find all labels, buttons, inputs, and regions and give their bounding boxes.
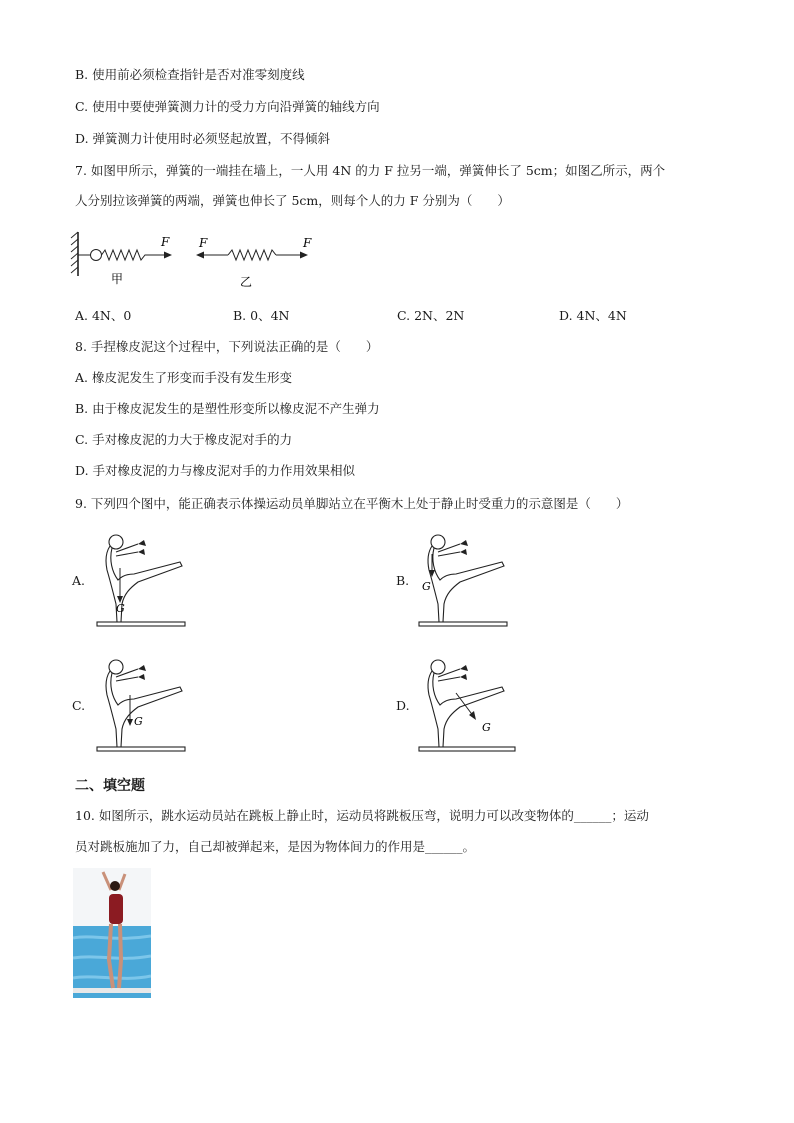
force-label-yi-left: F: [199, 236, 208, 250]
gravity-label-d: G: [482, 721, 491, 734]
force-label-jia: F: [161, 235, 170, 249]
diver-photo: [73, 868, 151, 998]
q10-stem-line1: 10. 如图所示，跳水运动员站在跳板上静止时，运动员将跳板压弯，说明力可以改变物体的______；运动: [75, 808, 649, 823]
gymnast-figure-b: [416, 530, 512, 632]
gymnast-figure-a: [94, 530, 190, 632]
q9-option-b-letter: B.: [396, 573, 410, 588]
q9-option-c-letter: C.: [72, 698, 86, 713]
section-fill-in-title: 二、填空题: [75, 778, 145, 794]
q10-stem-line2: 员对跳板施加了力，自己却被弹起来，是因为物体间力的作用是______。: [75, 839, 476, 854]
wall-hatching: [71, 232, 78, 273]
q8-stem: 8. 手捏橡皮泥这个过程中，下列说法正确的是（ ）: [75, 339, 379, 354]
q7-option-a: A. 4N、0: [75, 308, 132, 323]
q6-option-c: C. 使用中要使弹簧测力计的受力方向沿弹簧的轴线方向: [75, 99, 380, 114]
q8-option-d: D. 手对橡皮泥的力与橡皮泥对手的力作用效果相似: [75, 463, 356, 478]
q9-stem: 9. 下列四个图中，能正确表示体操运动员单脚站立在平衡木上处于静止时受重力的示意图是（ ）: [75, 496, 629, 511]
gymnast-figure-c: [94, 655, 190, 757]
q9-option-d-letter: D.: [396, 698, 410, 713]
q9-option-a-letter: A.: [72, 573, 86, 588]
diving-board: [73, 988, 151, 993]
force-label-yi-right: F: [303, 236, 312, 250]
figure-label-yi: 乙: [240, 275, 253, 289]
q7-option-b: B. 0、4N: [233, 308, 290, 323]
q6-option-d: D. 弹簧测力计使用时必须竖起放置，不得倾斜: [75, 131, 331, 146]
figure-label-jia: 甲: [111, 272, 124, 286]
gravity-label-c: G: [134, 715, 143, 728]
q7-option-c: C. 2N、2N: [397, 308, 465, 323]
spring-yi: [228, 250, 276, 260]
spring-figure: [68, 228, 328, 294]
q8-option-a: A. 橡皮泥发生了形变而手没有发生形变: [75, 370, 292, 385]
q7-option-d: D. 4N、4N: [559, 308, 627, 323]
spring-jia: [102, 250, 154, 260]
gravity-label-a: G: [116, 602, 125, 615]
q8-option-b: B. 由于橡皮泥发生的是塑性形变所以橡皮泥不产生弹力: [75, 401, 380, 416]
hook-circle: [91, 250, 102, 261]
q7-stem-line1: 7. 如图甲所示，弹簧的一端挂在墙上，一人用 4N 的力 F 拉另一端，弹簧伸长了 5cm；如图乙所示，两个: [75, 163, 666, 178]
gravity-label-b: G: [422, 580, 431, 593]
gymnast-figure-d: [416, 655, 516, 757]
q6-option-b: B. 使用前必须检查指针是否对准零刻度线: [75, 67, 305, 82]
q8-option-c: C. 手对橡皮泥的力大于橡皮泥对手的力: [75, 432, 293, 447]
q7-stem-line2: 人分别拉该弹簧的两端，弹簧也伸长了 5cm，则每个人的力 F 分别为（ ）: [75, 193, 510, 208]
